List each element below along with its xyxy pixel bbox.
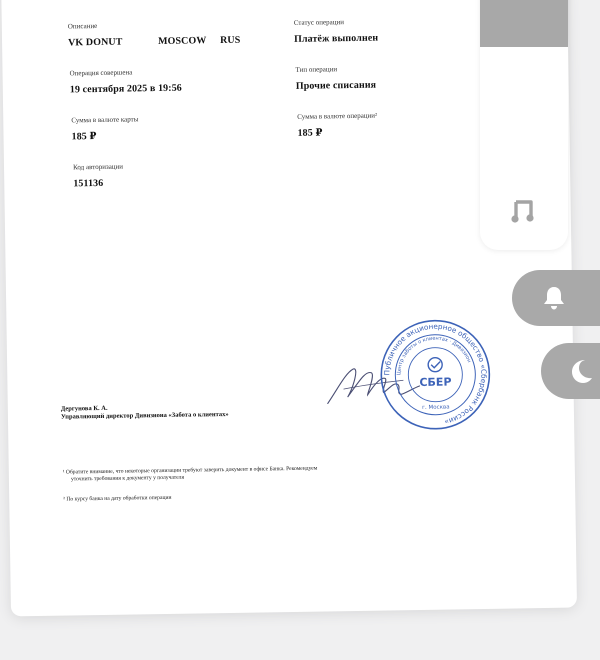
signatory-position: Управляющий директор Дивизиона «Забота о клиентах» xyxy=(60,410,229,421)
description-label: Описание xyxy=(67,21,98,31)
card-amount-label: Сумма в валюте карты xyxy=(71,115,139,125)
operation-date-label: Операция совершена xyxy=(69,68,133,78)
svg-text:Публичное акционерное общество: Публичное акционерное общество «Сбербанк России» xyxy=(382,321,489,427)
auth-code-field xyxy=(73,163,123,190)
footnote-1-line-2: уточнить требования к документу у получателя xyxy=(70,474,185,483)
stamp-brand: СБЕР xyxy=(419,375,452,389)
svg-text:Центр заботы о клиентах · Диви: Центр заботы о клиентах · Дивизион xyxy=(396,335,472,376)
panel-top-block xyxy=(480,0,568,47)
operation-type-field xyxy=(295,65,376,92)
auth-code-label: Код авторизации xyxy=(72,162,124,172)
operation-amount-field xyxy=(297,112,377,139)
operation-date-field xyxy=(69,68,181,96)
bank-stamp-icon xyxy=(378,318,492,432)
description-value xyxy=(68,35,240,49)
status-value: Платёж выполнен xyxy=(293,32,379,45)
footnote-2: ² По курсу банка на дату обработки операции xyxy=(63,494,172,503)
music-note-icon[interactable] xyxy=(509,198,535,224)
notifications-toggle-button[interactable] xyxy=(512,270,600,326)
merchant-city: MOSCOW xyxy=(157,35,207,48)
footnote-1-line-1: ¹ Обратите внимание, что некоторые организации требуют заверить документ в офисе Банка. Рекомендуем xyxy=(62,465,318,476)
merchant-name: VK DONUT xyxy=(67,36,123,49)
status-label: Статус операции xyxy=(293,18,345,27)
moon-icon xyxy=(567,357,595,385)
footnote-1 xyxy=(63,466,318,484)
card-amount-field xyxy=(71,115,139,142)
stamp-city: г. Москва xyxy=(422,404,450,411)
merchant-country: RUS xyxy=(219,34,241,47)
night-mode-toggle-button[interactable] xyxy=(541,343,600,399)
status-field xyxy=(294,18,379,45)
signatory-name: Дергунова К. А. xyxy=(60,404,108,413)
description-field xyxy=(68,20,241,49)
operation-amount-value: 185 ₽ xyxy=(297,127,323,139)
operation-date-value: 19 сентября 2025 в 19:56 xyxy=(69,82,182,96)
auth-code-value: 151136 xyxy=(73,177,104,190)
operation-type-label: Тип операции xyxy=(295,65,338,74)
operation-type-value: Прочие списания xyxy=(295,79,377,92)
bell-icon xyxy=(540,284,568,312)
operation-amount-label: Сумма в валюте операции² xyxy=(297,111,378,121)
card-amount-value: 185 ₽ xyxy=(71,131,97,143)
signatory-block xyxy=(61,403,229,422)
